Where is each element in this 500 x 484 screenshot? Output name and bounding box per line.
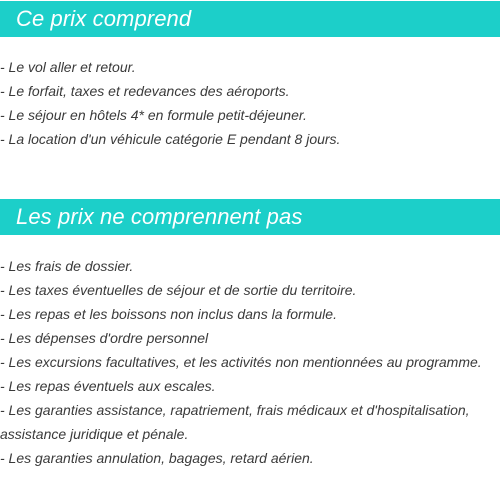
list-item: - Les repas et les boissons non inclus dans la formule. [0, 306, 337, 322]
list-item: - Les repas éventuels aux escales. [0, 378, 216, 394]
list-item: - Le vol aller et retour. [0, 59, 136, 75]
list-item: - Les frais de dossier. [0, 258, 134, 274]
list-item: - Les taxes éventuelles de séjour et de sortie du territoire. [0, 282, 357, 298]
list-item: - Le forfait, taxes et redevances des aéroports. [0, 83, 290, 99]
not-included-list [0, 254, 500, 470]
list-item: - La location d'un véhicule catégorie E pendant 8 jours. [0, 131, 341, 147]
list-item: - Le séjour en hôtels 4* en formule petit-déjeuner. [0, 107, 307, 123]
included-list [0, 55, 500, 151]
list-item: - Les dépenses d'ordre personnel [0, 330, 209, 346]
section-heading-not-included: Les prix ne comprennent pas [0, 199, 500, 235]
section-heading-included: Ce prix comprend [0, 1, 500, 37]
list-item: - Les excursions facultatives, et les activités non mentionnées au programme. [0, 354, 482, 370]
list-item: - Les garanties assistance, rapatriement, frais médicaux et d'hospitalisation, assistance juridique et pénale. [0, 402, 470, 442]
list-item: - Les garanties annulation, bagages, retard aérien. [0, 450, 314, 466]
